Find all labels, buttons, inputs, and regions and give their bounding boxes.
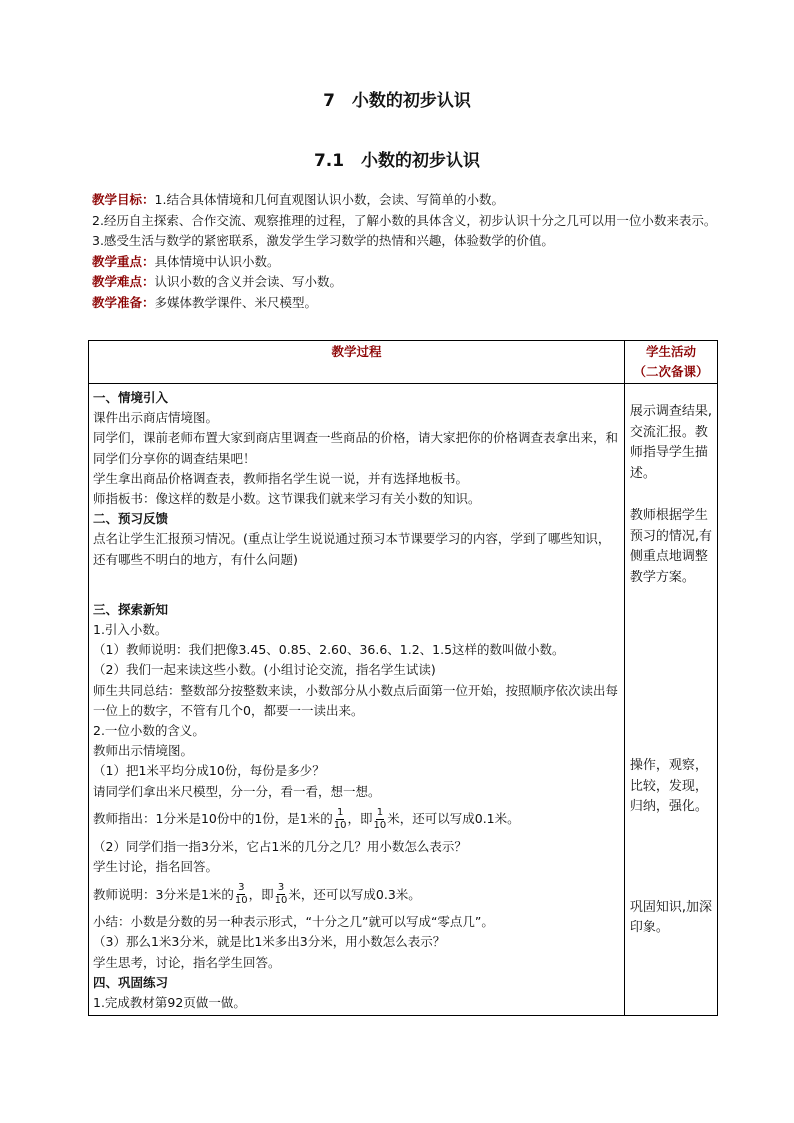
process-line: （1）把1米平均分成10份，每份是多少？ bbox=[93, 763, 325, 779]
process-line: 学生拿出商品价格调查表，教师指名学生说一说，并有选择地板书。 bbox=[93, 470, 469, 486]
section-2-title: 二、预习反馈 bbox=[93, 511, 169, 527]
prep-label: 教学准备： bbox=[92, 294, 155, 310]
process-line: （2）同学们指一指3分米，它占1米的几分之几？用小数怎么表示？ bbox=[93, 838, 467, 854]
header-process: 教学过程 bbox=[89, 341, 625, 384]
process-line: 课件出示商店情境图。 bbox=[93, 410, 219, 426]
fraction-text: 米，还可以写成0.1米。 bbox=[387, 811, 520, 827]
table-header-row bbox=[89, 341, 718, 384]
fraction-1-10 bbox=[334, 807, 347, 832]
student-activity-cell bbox=[624, 384, 717, 1016]
header-student-line1: 学生活动 bbox=[645, 344, 696, 359]
process-line: 点名让学生汇报预习情况。(重点让学生说说通过预习本节课要学习的内容，学到了哪些知识，还有哪些不明白的地方，有什么问题) bbox=[93, 531, 611, 567]
process-line: 请同学们拿出米尺模型，分一分，看一看，想一想。 bbox=[93, 783, 381, 799]
section-3-title: 三、探索新知 bbox=[93, 601, 169, 617]
fraction-numerator: 1 bbox=[336, 806, 344, 818]
process-line: （1）教师说明：我们把像3.45、0.85、2.60、36.6、1.2、1.5这样的数叫做小数。 bbox=[93, 642, 565, 658]
process-line: 师指板书：像这样的数是小数。这节课我们就来学习有关小数的知识。 bbox=[93, 491, 481, 507]
process-line: 同学们，课前老师布置大家到商店里调查一些商品的价格，请大家把你的价格调查表拿出来，和同学们分享你的调查结果吧！ bbox=[93, 430, 619, 466]
process-line: 小结：小数是分数的另一种表示形式，“十分之几”就可以写成“零点几”。 bbox=[93, 914, 494, 930]
fraction-line-1 bbox=[93, 802, 620, 837]
process-line: （3）那么1米3分米，就是比1米多出3分米，用小数怎么表示？ bbox=[93, 934, 446, 950]
difficulty-label: 教学难点： bbox=[92, 274, 155, 289]
chapter-title: 7 小数的初步认识 bbox=[323, 91, 471, 111]
lesson-table bbox=[88, 340, 718, 1016]
process-line: 学生讨论，指名回答。 bbox=[93, 859, 219, 875]
spacer bbox=[93, 570, 620, 600]
lesson-intro bbox=[92, 190, 722, 313]
process-line: 1.引入小数。 bbox=[93, 622, 168, 638]
process-line: 师生共同总结：整数部分按整数来读，小数部分从小数点后面第一位开始，按照顺序依次读出每一位上的数字，不管有几个0，都要一一读出来。 bbox=[93, 682, 619, 718]
spacer bbox=[630, 818, 713, 898]
fraction-numerator: 3 bbox=[277, 882, 285, 894]
fraction-denominator: 10 bbox=[234, 895, 248, 907]
header-student bbox=[624, 341, 717, 384]
section-4-title: 四、巩固练习 bbox=[93, 974, 169, 990]
student-activity-4: 巩固知识,加深印象。 bbox=[629, 899, 713, 935]
spacer bbox=[630, 484, 713, 506]
goal-1: 1.结合具体情境和几何直观图认识小数，会读、写简单的小数。 bbox=[154, 192, 504, 207]
fraction-text: 教师指出：1分米是10份中的1份，是1米的 bbox=[93, 811, 333, 827]
prep-text: 多媒体教学课件、米尺模型。 bbox=[154, 294, 318, 310]
difficulty bbox=[92, 272, 722, 293]
key-point bbox=[92, 252, 722, 273]
fraction-1-10 bbox=[374, 807, 387, 832]
process-line: （2）我们一起来读这些小数。(小组讨论交流，指名学生试读) bbox=[93, 662, 436, 678]
section-title: 7.1 小数的初步认识 bbox=[313, 151, 481, 171]
student-activity-3: 操作，观察，比较，发现，归纳，强化。 bbox=[629, 758, 708, 814]
process-line: 2.一位小数的含义。 bbox=[93, 723, 205, 739]
teaching-goals bbox=[92, 190, 722, 211]
process-line: 1.完成教材第92页做一做。 bbox=[93, 995, 246, 1011]
process-cell bbox=[89, 384, 625, 1016]
fraction-denominator: 10 bbox=[274, 895, 288, 907]
goal-2: 2.经历自主探索、合作交流、观察推理的过程，了解小数的具体含义，初步认识十分之几可以用一位小数来表示。 bbox=[92, 212, 717, 228]
process-line: 教师出示情境图。 bbox=[93, 743, 194, 759]
section-1-title: 一、情境引入 bbox=[93, 390, 169, 405]
fraction-3-10 bbox=[235, 882, 248, 907]
spacer bbox=[630, 588, 713, 756]
fraction-text: ，即 bbox=[248, 886, 274, 902]
key-label: 教学重点： bbox=[92, 253, 155, 269]
header-student-line2: （二次备课） bbox=[633, 364, 709, 379]
student-activity-2: 教师根据学生预习的情况,有侧重点地调整教学方案。 bbox=[629, 508, 713, 585]
fraction-denominator: 10 bbox=[333, 819, 347, 831]
goal-label: 教学目标： bbox=[92, 192, 155, 207]
fraction-numerator: 1 bbox=[376, 806, 384, 818]
fraction-text: ，即 bbox=[347, 811, 373, 827]
student-activity-1: 展示调查结果,交流汇报。教师指导学生描述。 bbox=[629, 404, 713, 481]
fraction-text: 米，还可以写成0.3米。 bbox=[288, 886, 421, 902]
key-text: 具体情境中认识小数。 bbox=[154, 253, 280, 269]
fraction-denominator: 10 bbox=[373, 819, 387, 831]
preparation bbox=[92, 293, 722, 314]
fraction-numerator: 3 bbox=[238, 882, 245, 894]
fraction-text: 教师说明：3分米是1米的 bbox=[93, 886, 234, 902]
fraction-3-10 bbox=[275, 882, 288, 907]
spacer bbox=[630, 388, 713, 402]
goal-3: 3.感受生活与数学的紧密联系，激发学生学习数学的热情和兴趣，体验数学的价值。 bbox=[92, 233, 554, 248]
table-body-row bbox=[89, 384, 718, 1016]
difficulty-text: 认识小数的含义并会读、写小数。 bbox=[154, 274, 343, 289]
process-line: 学生思考，讨论，指名学生回答。 bbox=[93, 954, 281, 970]
fraction-line-2 bbox=[93, 877, 620, 912]
